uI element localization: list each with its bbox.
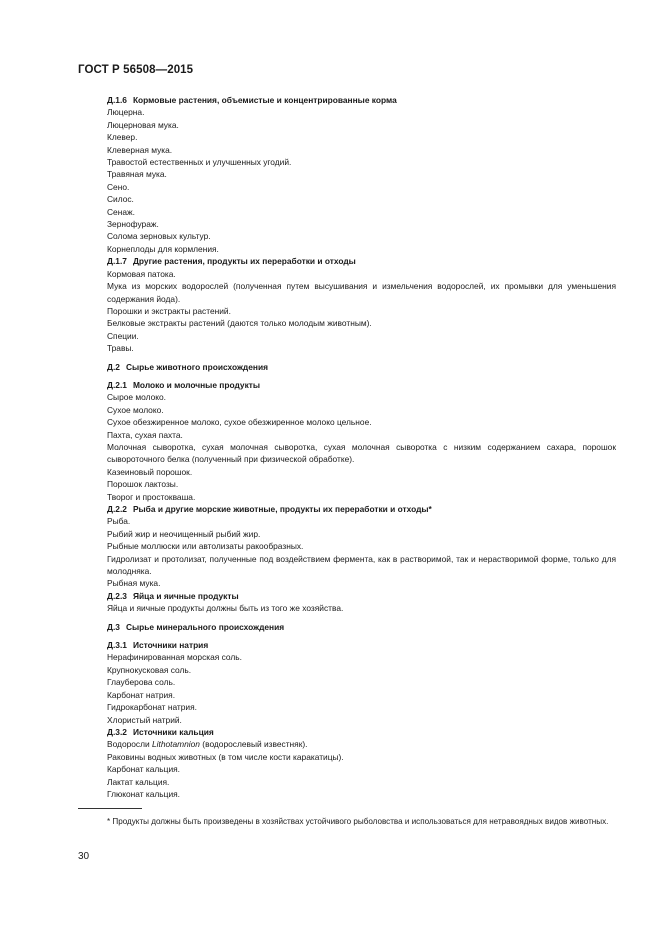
list-item: Люцерновая мука. (107, 119, 179, 130)
page-number: 30 (78, 851, 90, 862)
section-heading-d31: Д.3.1 Источники натрия (107, 640, 209, 651)
list-item: Карбонат кальция. (107, 764, 181, 775)
document-header: ГОСТ Р 56508—2015 (78, 64, 194, 76)
list-item: Порошок лактозы. (107, 479, 179, 490)
list-item: Крупнокусковая соль. (107, 664, 192, 675)
list-item: Белковые экстракты растений (даются только молодым животным). (107, 318, 372, 329)
section-heading-d23: Д.2.3 Яйца и яичные продукты (107, 590, 239, 601)
list-item: Сено. (107, 181, 130, 192)
list-item: Рыбные моллюски или автолизаты ракообразных. (107, 541, 304, 552)
list-item: Сенаж. (107, 206, 135, 217)
list-item: Раковины водных животных (в том числе кости каракатицы). (107, 751, 344, 762)
paragraph: Гидролизат и протолизат, полученные под воздействием фермента, как в растворимой, так и нерастворимой форме, только для молодняка. (107, 553, 616, 577)
list-item: Казеиновый порошок. (107, 466, 193, 477)
list-item: Специи. (107, 330, 139, 341)
list-item: Пахта, сухая пахта. (107, 429, 183, 440)
section-heading-d22: Д.2.2 Рыба и другие морские животные, продукты их переработки и отходы* (107, 504, 432, 514)
list-item: Корнеплоды для кормления. (107, 243, 219, 254)
list-item: Клевер. (107, 132, 138, 143)
list-item: Рыбий жир и неочищенный рыбий жир. (107, 528, 261, 539)
list-item: Сырое молоко. (107, 392, 166, 403)
list-item: Лактат кальция. (107, 776, 170, 787)
list-item: Рыбная мука. (107, 578, 161, 589)
list-item: Порошки и экстракты растений. (107, 305, 231, 316)
list-item: Травяная мука. (107, 169, 167, 180)
list-item: Травостой естественных и улучшенных угодий. (107, 157, 292, 168)
list-item: Клеверная мука. (107, 144, 173, 155)
list-item: Глюконат кальция. (107, 788, 181, 799)
list-item: Травы. (107, 343, 134, 354)
list-item: Творог и простокваша. (107, 491, 196, 502)
document-body (78, 94, 616, 800)
list-item: Люцерна. (107, 107, 145, 118)
section-heading-d2: Д.2 Сырье животного происхождения (107, 361, 268, 372)
list-item: Солома зерновых культур. (107, 231, 211, 242)
list-item: Водоросли Lithotamnion (водорослевый известняк). (107, 739, 308, 750)
list-item: Яйца и яичные продукты должны быть из того же хозяйства. (107, 603, 344, 614)
list-item: Нерафинированная морская соль. (107, 652, 242, 663)
list-item: Сухое обезжиренное молоко, сухое обезжиренное молоко цельное. (107, 417, 372, 428)
list-item: Зернофураж. (107, 219, 159, 230)
paragraph: Мука из морских водорослей (полученная путем высушивания и измельчения водорослей, их промывки для уменьшения содержания йода). (107, 281, 616, 304)
section-heading-d16: Д.1.6 Кормовые растения, объемистые и концентрированные корма (107, 95, 397, 105)
list-item: Сухое молоко. (107, 404, 164, 415)
paragraph: Молочная сыворотка, сухая молочная сыворотка, сухая молочная сыворотка с низким содержанием сахара, порошок сывороточного белка (полученный при физической обработке). (107, 441, 616, 465)
list-item: Силос. (107, 194, 134, 205)
list-item: Гидрокарбонат натрия. (107, 702, 197, 713)
footnote-divider (78, 808, 142, 809)
section-heading-d21: Д.2.1 Молоко и молочные продукты (107, 379, 261, 390)
list-item: Карбонат натрия. (107, 689, 176, 700)
list-item: Хлористый натрий. (107, 714, 182, 725)
list-item: Глауберова соль. (107, 677, 176, 688)
list-item: Рыба. (107, 516, 131, 527)
section-heading-d32: Д.3.2 Источники кальция (107, 726, 214, 737)
list-item: Кормовая патока. (107, 268, 176, 279)
footnote: * Продукты должны быть произведены в хозяйствах устойчивого рыболовства и использоваться для нетравоядных видов животных. (107, 817, 609, 826)
section-heading-d3: Д.3 Сырье минерального происхождения (107, 621, 285, 632)
section-heading-d17: Д.1.7 Другие растения, продукты их переработки и отходы (107, 256, 356, 267)
